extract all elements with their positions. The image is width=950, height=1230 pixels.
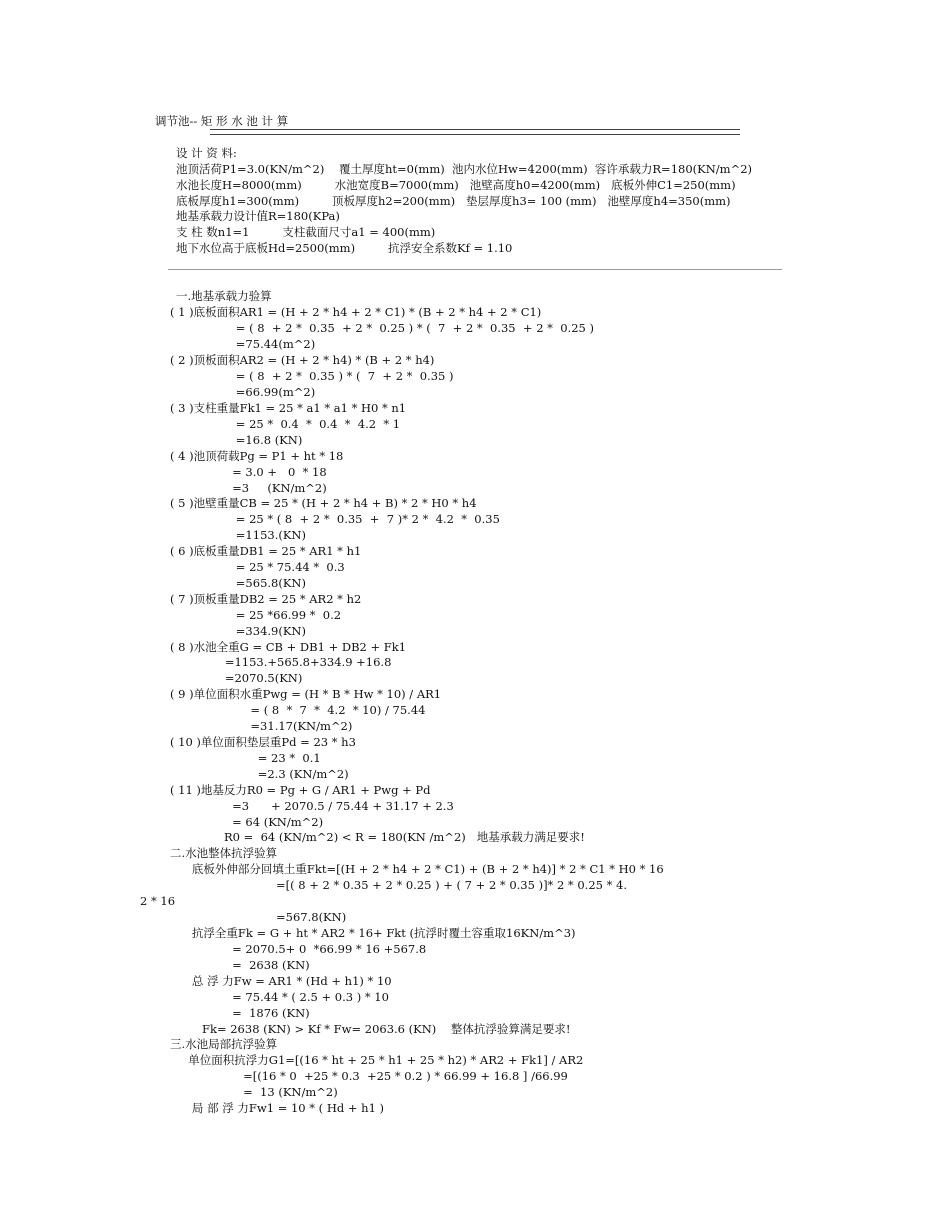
doc-title: 调节池-- 矩 形 水 池 计 算 bbox=[155, 114, 289, 128]
calc-line: = ( 8 + 2 * 0.35 ) * ( 7 + 2 * 0.35 ) bbox=[170, 369, 454, 383]
calc-line: = 13 (KN/m^2) bbox=[170, 1085, 338, 1099]
calc-line: =3 (KN/m^2) bbox=[170, 481, 327, 495]
calc-line: 底板外伸部分回填土重Fkt=[(H + 2 * h4 + 2 * C1) + (B + 2 * h4)] * 2 * C1 * H0 * 16 bbox=[170, 862, 664, 876]
calc-line: ( 1 )底板面积AR1 = (H + 2 * h4 + 2 * C1) * (B + 2 * h4 + 2 * C1) bbox=[170, 305, 542, 319]
calc-line: =3 + 2070.5 / 75.44 + 31.17 + 2.3 bbox=[170, 799, 454, 813]
calc-line: 抗浮全重Fk = G + ht * AR2 * 16+ Fkt (抗浮时覆土容重取16KN/m^3) bbox=[170, 926, 576, 940]
calc-line: ( 6 )底板重量DB1 = 25 * AR1 * h1 bbox=[170, 544, 362, 558]
calc-line: =565.8(KN) bbox=[170, 576, 306, 590]
calc-line: = 75.44 * ( 2.5 + 0.3 ) * 10 bbox=[170, 990, 389, 1004]
design-line: 支 柱 数n1=1 支柱截面尺寸a1 = 400(mm) bbox=[176, 225, 436, 239]
calc-line: =334.9(KN) bbox=[170, 624, 306, 638]
section-heading: 二.水池整体抗浮验算 bbox=[170, 846, 278, 860]
calc-line: ( 4 )池顶荷载Pg = P1 + ht * 18 bbox=[170, 449, 344, 463]
calc-line: ( 10 )单位面积垫层重Pd = 23 * h3 bbox=[170, 735, 356, 749]
section-heading: 一.地基承载力验算 bbox=[176, 289, 272, 303]
design-line: 水池长度H=8000(mm) 水池宽度B=7000(mm) 池壁高度h0=4200(mm) 底板外伸C1=250(mm) bbox=[176, 178, 736, 192]
calc-line: 单位面积抗浮力G1=[(16 * ht + 25 * h1 + 25 * h2) * AR2 + Fk1] / AR2 bbox=[170, 1053, 584, 1067]
calc-line: =1153.(KN) bbox=[170, 528, 306, 542]
calc-line: ( 7 )顶板重量DB2 = 25 * AR2 * h2 bbox=[170, 592, 362, 606]
calc-line: = 64 (KN/m^2) bbox=[170, 815, 324, 829]
design-line: 地下水位高于底板Hd=2500(mm) 抗浮安全系数Kf = 1.10 bbox=[176, 241, 513, 255]
calc-line: ( 9 )单位面积水重Pwg = (H * B * Hw * 10) / AR1 bbox=[170, 687, 442, 701]
calc-line: = 1876 (KN) bbox=[170, 1006, 310, 1020]
conclusion-line: Fk= 2638 (KN) > Kf * Fw= 2063.6 (KN) 整体抗浮验算满足要求! bbox=[202, 1022, 571, 1036]
calc-line: =567.8(KN) bbox=[170, 910, 347, 924]
double-divider bbox=[210, 129, 740, 135]
calc-line: =2.3 (KN/m^2) bbox=[170, 767, 349, 781]
calc-line: ( 8 )水池全重G = CB + DB1 + DB2 + Fk1 bbox=[170, 640, 407, 654]
calc-line: = 25 * 0.4 * 0.4 * 4.2 * 1 bbox=[170, 417, 401, 431]
calc-line: =31.17(KN/m^2) bbox=[170, 719, 353, 733]
calc-line: = 2638 (KN) bbox=[170, 958, 310, 972]
design-line: 池顶活荷P1=3.0(KN/m^2) 覆土厚度ht=0(mm) 池内水位Hw=4200(mm) 容许承载力R=180(KN/m^2) bbox=[176, 162, 753, 176]
calc-line: = ( 8 * 7 * 4.2 * 10) / 75.44 bbox=[170, 703, 426, 717]
design-heading: 设 计 资 料: bbox=[176, 146, 237, 160]
calc-line: = 25 * 75.44 * 0.3 bbox=[170, 560, 345, 574]
calc-line: ( 3 )支柱重量Fk1 = 25 * a1 * a1 * H0 * n1 bbox=[170, 401, 407, 415]
calc-line: =[(16 * 0 +25 * 0.3 +25 * 0.2 ) * 66.99 + 16.8 ] /66.99 bbox=[170, 1069, 568, 1083]
calc-line: ( 5 )池壁重量CB = 25 * (H + 2 * h4 + B) * 2 * H0 * h4 bbox=[170, 496, 477, 510]
calc-line: ( 11 )地基反力R0 = Pg + G / AR1 + Pwg + Pd bbox=[170, 783, 431, 797]
calc-line: ( 2 )顶板面积AR2 = (H + 2 * h4) * (B + 2 * h4) bbox=[170, 353, 435, 367]
calc-line: = ( 8 + 2 * 0.35 + 2 * 0.25 ) * ( 7 + 2 * 0.35 + 2 * 0.25 ) bbox=[170, 321, 594, 335]
conclusion-line: R0 = 64 (KN/m^2) < R = 180(KN /m^2) 地基承载力满足要求! bbox=[224, 830, 585, 844]
calc-line: = 25 * ( 8 + 2 * 0.35 + 7 )* 2 * 4.2 * 0.35 bbox=[170, 512, 500, 526]
calc-line: =16.8 (KN) bbox=[170, 433, 303, 447]
design-line: 地基承载力设计值R=180(KPa) bbox=[176, 209, 340, 223]
calc-line: =66.99(m^2) bbox=[170, 385, 316, 399]
section-heading: 三.水池局部抗浮验算 bbox=[170, 1037, 278, 1051]
calc-line: 局 部 浮 力Fw1 = 10 * ( Hd + h1 ) bbox=[170, 1101, 385, 1115]
calc-line: =1153.+565.8+334.9 +16.8 bbox=[170, 655, 392, 669]
calc-line: =[( 8 + 2 * 0.35 + 2 * 0.25 ) + ( 7 + 2 * 0.35 )]* 2 * 0.25 * 4. bbox=[170, 878, 627, 892]
calc-line-wrap: 2 * 16 bbox=[140, 894, 176, 908]
design-line: 底板厚度h1=300(mm) 顶板厚度h2=200(mm) 垫层厚度h3= 100 (mm) 池壁厚度h4=350(mm) bbox=[176, 194, 731, 208]
calc-line: = 25 *66.99 * 0.2 bbox=[170, 608, 342, 622]
calc-line: = 2070.5+ 0 *66.99 * 16 +567.8 bbox=[170, 942, 427, 956]
calc-line: =2070.5(KN) bbox=[170, 671, 303, 685]
calc-line: =75.44(m^2) bbox=[170, 337, 316, 351]
thin-divider bbox=[168, 269, 782, 270]
calc-line: = 23 * 0.1 bbox=[170, 751, 321, 765]
calc-line: 总 浮 力Fw = AR1 * (Hd + h1) * 10 bbox=[170, 974, 392, 988]
calc-line: = 3.0 + 0 * 18 bbox=[170, 465, 327, 479]
